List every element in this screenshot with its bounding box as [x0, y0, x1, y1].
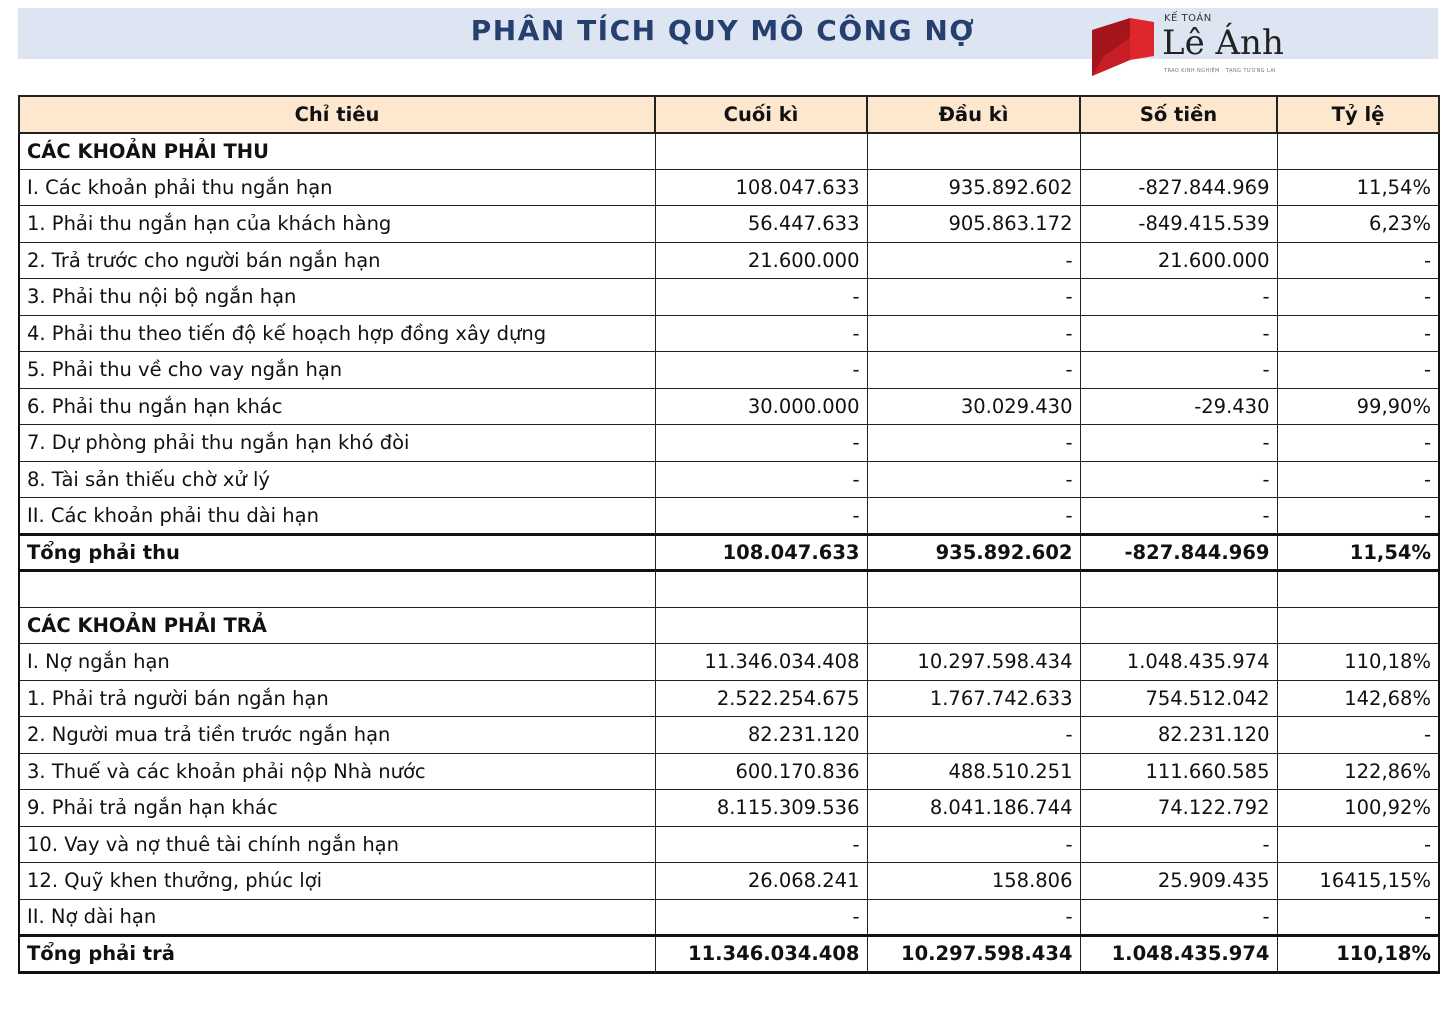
value-cell: - [1277, 461, 1439, 498]
value-cell: 10.297.598.434 [867, 936, 1080, 973]
table-row [19, 206, 1439, 243]
value-cell: 754.512.042 [1080, 680, 1277, 717]
table-header-row [19, 96, 1439, 133]
value-cell: 56.447.633 [655, 206, 867, 243]
value-cell: - [867, 352, 1080, 389]
table-row [19, 753, 1439, 790]
value-cell: - [1080, 826, 1277, 863]
value-cell [867, 571, 1080, 608]
logo-name: Lê Ánh [1162, 23, 1284, 63]
value-cell: 1.767.742.633 [867, 680, 1080, 717]
value-cell: - [867, 717, 1080, 754]
table-row [19, 352, 1439, 389]
value-cell: -827.844.969 [1080, 169, 1277, 206]
table-row [19, 388, 1439, 425]
row-label: I. Nợ ngắn hạn [19, 644, 655, 681]
value-cell: 110,18% [1277, 644, 1439, 681]
table-row [19, 680, 1439, 717]
row-label: 9. Phải trả ngắn hạn khác [19, 790, 655, 827]
value-cell: - [867, 315, 1080, 352]
value-cell: 110,18% [1277, 936, 1439, 973]
table-row [19, 790, 1439, 827]
value-cell: - [655, 826, 867, 863]
table-row [19, 425, 1439, 462]
value-cell: - [867, 279, 1080, 316]
logo-subtitle: KẾ TOÁN [1164, 13, 1212, 24]
row-label: Tổng phải thu [19, 534, 655, 571]
value-cell: 11.346.034.408 [655, 644, 867, 681]
table-row [19, 571, 1439, 608]
row-label: II. Các khoản phải thu dài hạn [19, 498, 655, 535]
row-label: 6. Phải thu ngắn hạn khác [19, 388, 655, 425]
table-row [19, 279, 1439, 316]
value-cell: 935.892.602 [867, 534, 1080, 571]
header-cell: Cuối kì [655, 96, 867, 133]
value-cell [867, 133, 1080, 170]
table-row [19, 461, 1439, 498]
value-cell: -29.430 [1080, 388, 1277, 425]
value-cell: 122,86% [1277, 753, 1439, 790]
value-cell: 935.892.602 [867, 169, 1080, 206]
value-cell [1277, 133, 1439, 170]
header-cell: Đầu kì [867, 96, 1080, 133]
value-cell: - [655, 279, 867, 316]
value-cell: 74.122.792 [1080, 790, 1277, 827]
row-label: 5. Phải thu về cho vay ngắn hạn [19, 352, 655, 389]
section-row [19, 607, 1439, 644]
value-cell: - [1277, 717, 1439, 754]
table-row [19, 169, 1439, 206]
header-cell: Chỉ tiêu [19, 96, 655, 133]
table-row [19, 863, 1439, 900]
total-row [19, 534, 1439, 571]
value-cell: - [1277, 315, 1439, 352]
logo-mark-icon [1090, 16, 1156, 78]
table-row [19, 242, 1439, 279]
value-cell [1080, 571, 1277, 608]
value-cell: - [1277, 242, 1439, 279]
value-cell: - [1277, 352, 1439, 389]
header-cell: Số tiền [1080, 96, 1277, 133]
value-cell [1080, 607, 1277, 644]
value-cell: - [867, 899, 1080, 936]
value-cell: - [1080, 279, 1277, 316]
row-label: 4. Phải thu theo tiến độ kế hoạch hợp đồng xây dựng [19, 315, 655, 352]
value-cell: - [867, 498, 1080, 535]
row-label: 1. Phải thu ngắn hạn của khách hàng [19, 206, 655, 243]
value-cell: 108.047.633 [655, 169, 867, 206]
row-label: 3. Phải thu nội bộ ngắn hạn [19, 279, 655, 316]
page-title: PHÂN TÍCH QUY MÔ CÔNG NỢ [470, 14, 976, 47]
row-label: 3. Thuế và các khoản phải nộp Nhà nước [19, 753, 655, 790]
value-cell: 82.231.120 [655, 717, 867, 754]
value-cell: - [867, 425, 1080, 462]
value-cell: - [1277, 899, 1439, 936]
value-cell: 158.806 [867, 863, 1080, 900]
value-cell: 2.522.254.675 [655, 680, 867, 717]
value-cell: 108.047.633 [655, 534, 867, 571]
value-cell: - [655, 315, 867, 352]
value-cell: 600.170.836 [655, 753, 867, 790]
value-cell: 10.297.598.434 [867, 644, 1080, 681]
value-cell: 30.029.430 [867, 388, 1080, 425]
row-label: 2. Trả trước cho người bán ngắn hạn [19, 242, 655, 279]
value-cell: - [1080, 352, 1277, 389]
value-cell: -827.844.969 [1080, 534, 1277, 571]
row-label: 2. Người mua trả tiền trước ngắn hạn [19, 717, 655, 754]
value-cell: 99,90% [1277, 388, 1439, 425]
value-cell: - [1080, 899, 1277, 936]
table-row [19, 826, 1439, 863]
value-cell [1277, 607, 1439, 644]
row-label: 12. Quỹ khen thưởng, phúc lợi [19, 863, 655, 900]
value-cell: - [867, 826, 1080, 863]
value-cell: - [1080, 425, 1277, 462]
value-cell: 100,92% [1277, 790, 1439, 827]
value-cell: 21.600.000 [1080, 242, 1277, 279]
value-cell [655, 607, 867, 644]
row-label: Tổng phải trả [19, 936, 655, 973]
row-label [19, 571, 655, 608]
value-cell: 21.600.000 [655, 242, 867, 279]
value-cell: - [1080, 315, 1277, 352]
brand-logo [1090, 12, 1300, 78]
value-cell: - [655, 899, 867, 936]
row-label: 7. Dự phòng phải thu ngắn hạn khó đòi [19, 425, 655, 462]
value-cell [1080, 133, 1277, 170]
row-label: CÁC KHOẢN PHẢI TRẢ [19, 607, 655, 644]
row-label: 1. Phải trả người bán ngắn hạn [19, 680, 655, 717]
debt-analysis-table [18, 95, 1440, 974]
row-label: 10. Vay và nợ thuê tài chính ngắn hạn [19, 826, 655, 863]
row-label: II. Nợ dài hạn [19, 899, 655, 936]
value-cell: 30.000.000 [655, 388, 867, 425]
value-cell: 1.048.435.974 [1080, 644, 1277, 681]
section-row [19, 133, 1439, 170]
value-cell: - [655, 461, 867, 498]
value-cell: 6,23% [1277, 206, 1439, 243]
table-row [19, 315, 1439, 352]
row-label: 8. Tài sản thiếu chờ xử lý [19, 461, 655, 498]
value-cell: -849.415.539 [1080, 206, 1277, 243]
value-cell [867, 607, 1080, 644]
value-cell: 142,68% [1277, 680, 1439, 717]
logo-tagline: TRAO KINH NGHIỆM · TẠNG TƯƠNG LAI [1164, 68, 1276, 74]
value-cell: - [1080, 498, 1277, 535]
table-row [19, 717, 1439, 754]
value-cell: 16415,15% [1277, 863, 1439, 900]
total-row [19, 936, 1439, 973]
value-cell: 82.231.120 [1080, 717, 1277, 754]
table-row [19, 498, 1439, 535]
value-cell [1277, 571, 1439, 608]
value-cell: - [1277, 279, 1439, 316]
value-cell [655, 571, 867, 608]
value-cell: 11,54% [1277, 534, 1439, 571]
value-cell: 11,54% [1277, 169, 1439, 206]
value-cell: 111.660.585 [1080, 753, 1277, 790]
value-cell [655, 133, 867, 170]
value-cell: 905.863.172 [867, 206, 1080, 243]
row-label: CÁC KHOẢN PHẢI THU [19, 133, 655, 170]
value-cell: 11.346.034.408 [655, 936, 867, 973]
value-cell: 8.115.309.536 [655, 790, 867, 827]
value-cell: - [867, 242, 1080, 279]
value-cell: - [1277, 826, 1439, 863]
value-cell: - [655, 352, 867, 389]
value-cell: - [1277, 498, 1439, 535]
table-row [19, 899, 1439, 936]
value-cell: - [655, 498, 867, 535]
value-cell: - [1080, 461, 1277, 498]
value-cell: 8.041.186.744 [867, 790, 1080, 827]
header-cell: Tỷ lệ [1277, 96, 1439, 133]
value-cell: - [1277, 425, 1439, 462]
value-cell: 1.048.435.974 [1080, 936, 1277, 973]
table-row [19, 644, 1439, 681]
value-cell: 25.909.435 [1080, 863, 1277, 900]
row-label: I. Các khoản phải thu ngắn hạn [19, 169, 655, 206]
value-cell: - [655, 425, 867, 462]
value-cell: - [867, 461, 1080, 498]
value-cell: 488.510.251 [867, 753, 1080, 790]
value-cell: 26.068.241 [655, 863, 867, 900]
